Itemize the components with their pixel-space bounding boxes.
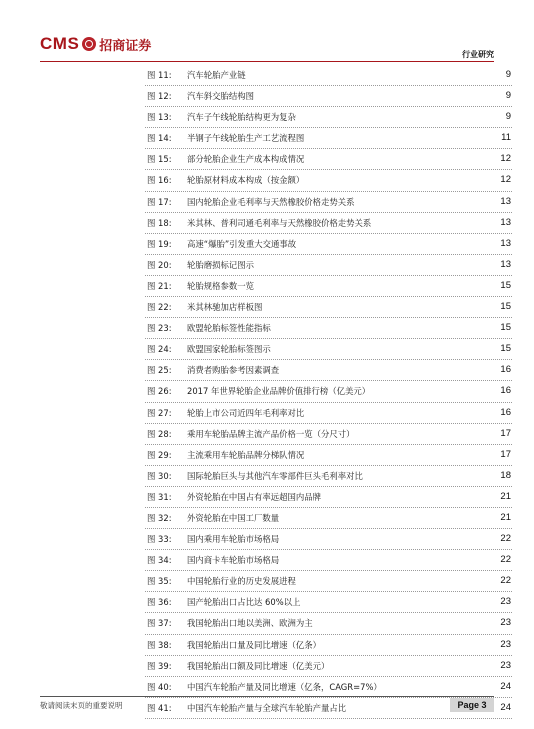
toc-entry[interactable] <box>145 445 512 466</box>
toc-entry-page: 18 <box>500 469 511 481</box>
toc-entry-page: 16 <box>500 364 511 376</box>
toc-entry[interactable] <box>145 613 512 634</box>
toc-entry-label: 图 15: <box>147 154 172 165</box>
toc-entry-label: 图 14: <box>147 133 172 144</box>
toc-entry-label: 图 11: <box>147 70 172 80</box>
toc-entry-label: 图 35: <box>147 576 172 587</box>
toc-entry-title: 欧盟国家轮胎标签图示 <box>187 344 271 355</box>
toc-entry[interactable] <box>145 508 512 529</box>
toc-entry-title: 国产轮胎出口占比达 60%以上 <box>187 597 301 608</box>
toc-entry-page: 22 <box>500 575 511 587</box>
toc-entry[interactable] <box>145 487 512 508</box>
toc-entry-title: 高速“爆胎”引发重大交通事故 <box>187 238 297 249</box>
section-label: 行业研究 <box>462 50 494 59</box>
toc-entry-page: 24 <box>500 701 511 713</box>
toc-entry-label: 图 18: <box>147 217 172 228</box>
toc-entry-title: 主流乘用车轮胎品牌分梯队情况 <box>187 449 305 460</box>
toc-entry-label: 图 17: <box>147 196 172 207</box>
toc-entry[interactable] <box>145 656 512 677</box>
toc-entry-page: 15 <box>500 301 511 313</box>
toc-entry-title: 外资轮胎在中国工厂数量 <box>187 512 280 523</box>
toc-entry-page: 15 <box>500 343 511 355</box>
toc-entry-title: 汽车轮胎产业链 <box>187 70 246 80</box>
toc-entry-page: 9 <box>505 90 511 102</box>
toc-entry-label: 图 21: <box>147 280 172 291</box>
toc-entry-title: 我国轮胎出口额及同比增速（亿美元） <box>187 660 330 671</box>
toc-entry-label: 图 23: <box>147 323 172 334</box>
toc-entry[interactable] <box>145 297 512 318</box>
toc-entry-page: 15 <box>500 279 511 291</box>
toc-entry-page: 16 <box>500 406 511 418</box>
page-number-badge: Page 3 <box>450 698 494 712</box>
toc-entry-title: 轮胎规格参数一览 <box>187 280 254 291</box>
toc-entry-label: 图 38: <box>147 639 172 650</box>
toc-entry[interactable] <box>145 192 512 213</box>
toc-entry-title: 汽车斜交胎结构图 <box>187 91 254 102</box>
toc-entry-label: 图 27: <box>147 407 172 418</box>
toc-entry[interactable] <box>145 86 512 107</box>
toc-entry-page: 13 <box>500 195 511 207</box>
toc-entry-label: 图 40: <box>147 681 172 692</box>
toc-entry-title: 国内乘用车轮胎市场格局 <box>187 534 280 545</box>
toc-entry-title: 轮胎原材料成本构成（按金额） <box>187 175 305 186</box>
toc-entry[interactable] <box>145 424 512 445</box>
toc-entry-title: 轮胎磨损标记图示 <box>187 259 254 270</box>
toc-entry[interactable] <box>145 466 512 487</box>
toc-entry-title: 轮胎上市公司近四年毛利率对比 <box>187 407 305 418</box>
toc-entry-page: 22 <box>500 533 511 545</box>
toc-entry-title: 米其林、普利司通毛利率与天然橡胶价格走势关系 <box>187 217 372 228</box>
toc-entry[interactable] <box>145 381 512 402</box>
toc-entry-page: 15 <box>500 322 511 334</box>
header-divider <box>40 61 494 62</box>
toc-entry-label: 图 16: <box>147 175 172 186</box>
toc-entry-page: 12 <box>500 174 511 186</box>
toc-entry-page: 23 <box>500 596 511 608</box>
toc-entry-label: 图 34: <box>147 555 172 566</box>
toc-entry-page: 17 <box>500 448 511 460</box>
footer-note: 敬请阅读末页的重要说明 <box>40 701 123 710</box>
toc-entry-label: 图 19: <box>147 238 172 249</box>
toc-entry[interactable] <box>145 170 512 191</box>
toc-entry-title: 消费者购胎参考因素调查 <box>187 365 280 376</box>
toc-entry-title: 乘用车轮胎品牌主流产品价格一览（分尺寸） <box>187 428 355 439</box>
logo-text: CMS <box>40 34 80 53</box>
toc-entry-title: 国内商卡车轮胎市场格局 <box>187 555 280 566</box>
toc-entry-title: 外资轮胎在中国占有率远超国内品牌 <box>187 491 321 502</box>
toc-entry-label: 图 37: <box>147 618 172 629</box>
toc-entry[interactable] <box>145 677 512 698</box>
toc-entry-label: 图 36: <box>147 597 172 608</box>
logo-emblem-icon <box>82 37 96 51</box>
toc-entry-label: 图 32: <box>147 512 172 523</box>
toc-entry[interactable] <box>145 635 512 656</box>
toc-entry-label: 图 20: <box>147 259 172 270</box>
toc-entry[interactable] <box>145 571 512 592</box>
toc-entry-label: 图 22: <box>147 302 172 313</box>
toc-entry-page: 13 <box>500 237 511 249</box>
logo-company-name: 招商证券 <box>99 38 152 54</box>
toc-entry-label: 图 33: <box>147 534 172 545</box>
toc-entry-label: 图 25: <box>147 365 172 376</box>
toc-entry[interactable] <box>145 360 512 381</box>
toc-entry-page: 21 <box>500 511 511 523</box>
toc-entry[interactable] <box>145 255 512 276</box>
toc-entry-title: 部分轮胎企业生产成本构成情况 <box>187 154 305 165</box>
toc-entry-page: 22 <box>500 554 511 566</box>
toc-entry[interactable] <box>145 403 512 424</box>
toc-entry[interactable] <box>145 65 512 86</box>
toc-entry-title: 国际轮胎巨头与其他汽车零部件巨头毛利率对比 <box>187 470 363 481</box>
toc-entry[interactable] <box>145 213 512 234</box>
toc-entry[interactable] <box>145 592 512 613</box>
toc-entry[interactable] <box>145 529 512 550</box>
toc-entry-label: 图 41: <box>147 702 172 713</box>
company-logo <box>40 34 151 54</box>
toc-entry-label: 图 13: <box>147 112 172 123</box>
toc-entry-page: 24 <box>500 680 511 692</box>
toc-entry[interactable] <box>145 107 512 128</box>
toc-entry-page: 12 <box>500 153 511 165</box>
toc-entry-page: 13 <box>500 258 511 270</box>
toc-entry-label: 图 28: <box>147 428 172 439</box>
toc-entry-page: 23 <box>500 659 511 671</box>
figure-index-list <box>145 65 512 719</box>
toc-entry-label: 图 29: <box>147 449 172 460</box>
toc-entry-title: 我国轮胎出口量及同比增速（亿条） <box>187 639 321 650</box>
toc-entry-label: 图 24: <box>147 344 172 355</box>
toc-entry-title: 中国汽车轮胎产量及同比增速（亿条，CAGR=7%） <box>187 681 382 692</box>
toc-entry-page: 9 <box>505 111 511 123</box>
toc-entry[interactable] <box>145 149 512 170</box>
toc-entry[interactable] <box>145 128 512 149</box>
toc-entry-label: 图 39: <box>147 660 172 671</box>
toc-entry[interactable] <box>145 339 512 360</box>
toc-entry-page: 11 <box>501 132 511 144</box>
toc-entry[interactable] <box>145 550 512 571</box>
toc-entry-page: 17 <box>500 427 511 439</box>
toc-entry-page: 23 <box>500 617 511 629</box>
toc-entry-label: 图 26: <box>147 386 172 397</box>
toc-entry[interactable] <box>145 234 512 255</box>
toc-entry[interactable] <box>145 276 512 297</box>
toc-entry-page: 13 <box>500 216 511 228</box>
toc-entry-title: 我国轮胎出口地以美洲、欧洲为主 <box>187 618 313 629</box>
footer-divider <box>40 696 494 697</box>
toc-entry-title: 汽车子午线轮胎结构更为复杂 <box>187 112 296 123</box>
toc-entry-title: 中国汽车轮胎产量与全球汽车轮胎产量占比 <box>187 702 347 713</box>
toc-entry[interactable] <box>145 318 512 339</box>
toc-entry-page: 21 <box>500 490 511 502</box>
toc-entry-title: 欧盟轮胎标签性能指标 <box>187 323 271 334</box>
toc-entry-page: 23 <box>500 638 511 650</box>
toc-entry-label: 图 12: <box>147 91 172 102</box>
page-header <box>0 0 534 62</box>
toc-entry-title: 米其林驰加店样板图 <box>187 302 263 313</box>
toc-entry-label: 图 31: <box>147 491 172 502</box>
toc-entry-page: 9 <box>505 69 511 80</box>
toc-entry-title: 国内轮胎企业毛利率与天然橡胶价格走势关系 <box>187 196 355 207</box>
toc-entry-title: 半钢子午线轮胎生产工艺流程图 <box>187 133 305 144</box>
toc-entry-label: 图 30: <box>147 470 172 481</box>
toc-entry-page: 16 <box>500 385 511 397</box>
toc-entry-title: 2017 年世界轮胎企业品牌价值排行榜（亿美元） <box>187 386 371 397</box>
toc-entry-title: 中国轮胎行业的历史发展进程 <box>187 576 296 587</box>
